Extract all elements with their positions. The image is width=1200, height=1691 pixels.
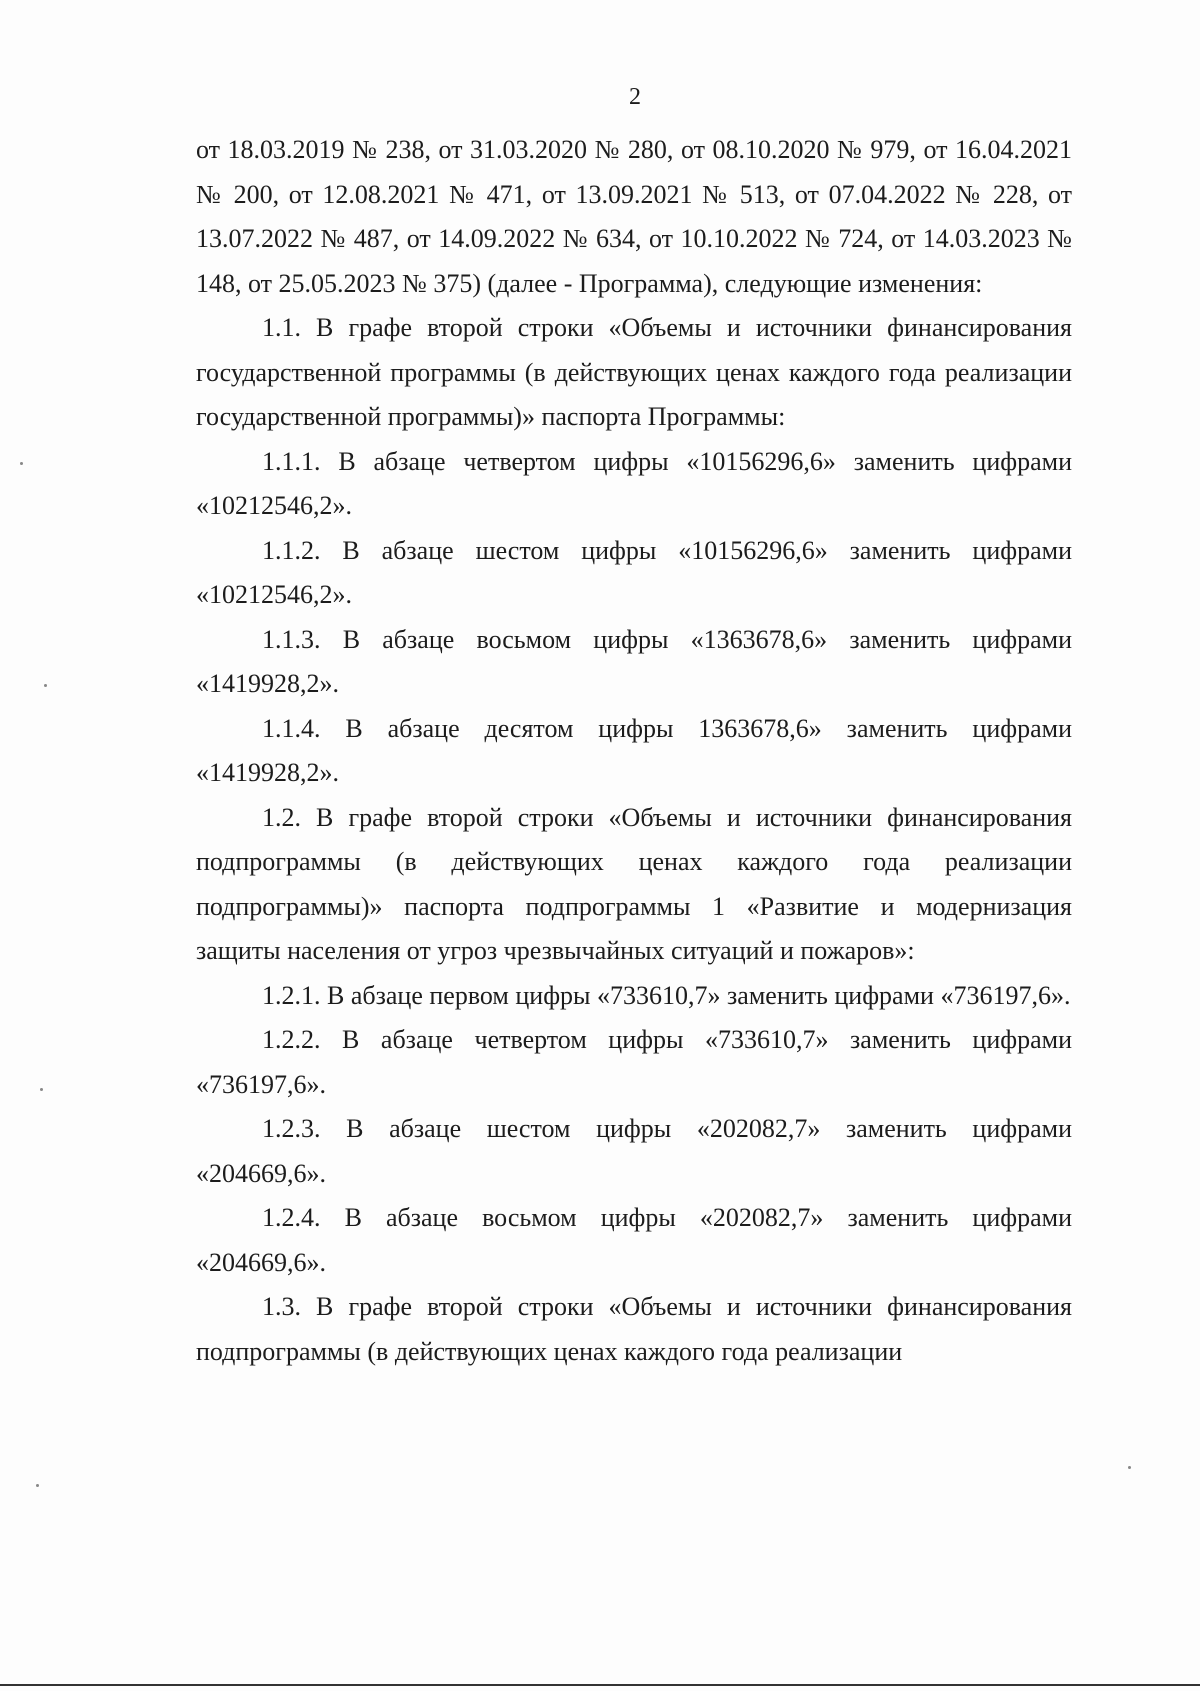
paragraph-1-1-3: 1.1.3. В абзаце восьмом цифры «1363678,6» заменить цифрами «1419928,2». [196, 624, 1072, 698]
page-number: 2 [629, 84, 641, 110]
paragraph-1-1-4: 1.1.4. В абзаце десятом цифры 1363678,6» заменить цифрами «1419928,2». [196, 713, 1072, 787]
document-body [196, 128, 1072, 1374]
scan-speck [20, 462, 23, 465]
scan-speck [40, 1088, 43, 1091]
paragraph-1-2: 1.2. В графе второй строки «Объемы и источники финансирования подпрограммы (в действующих ценах каждого года реализации подпрограммы)» паспорта подпрограммы 1 «Развитие и модернизация защиты населения от угроз чрезвычайных ситуаций и пожаров»: [196, 802, 1072, 965]
scan-bottom-edge [0, 1684, 1200, 1686]
paragraph-1-2-2: 1.2.2. В абзаце четвертом цифры «733610,7» заменить цифрами «736197,6». [196, 1025, 1072, 1099]
paragraph-1-3: 1.3. В графе второй строки «Объемы и источники финансирования подпрограммы (в действующих ценах каждого года реализации [196, 1292, 1072, 1366]
paragraph-1-1-1: 1.1.1. В абзаце четвертом цифры «10156296,6» заменить цифрами «10212546,2». [196, 446, 1072, 520]
paragraph-1-2-3: 1.2.3. В абзаце шестом цифры «202082,7» заменить цифрами «204669,6». [196, 1114, 1072, 1188]
paragraph-1-2-1: 1.2.1. В абзаце первом цифры «733610,7» заменить цифрами «736197,6». [262, 980, 1071, 1010]
scan-speck [36, 1484, 39, 1487]
paragraph-1-1-2: 1.1.2. В абзаце шестом цифры «10156296,6» заменить цифрами «10212546,2». [196, 535, 1072, 609]
paragraph-intro-continuation: от 18.03.2019 № 238, от 31.03.2020 № 280, от 08.10.2020 № 979, от 16.04.2021 № 200, от 12.08.2021 № 471, от 13.09.2021 № 513, от 07.04.2022 № 228, от 13.07.2022 № 487, от 14.09.2022 № 634, от 10.10.2022 № 724, от 14.03.2023 № 148, от 25.05.2023 № 375) (далее - Программа), следующие изменения: [196, 135, 1072, 298]
scan-speck [1128, 1466, 1131, 1469]
paragraph-1-1: 1.1. В графе второй строки «Объемы и источники финансирования государственной программы (в действующих ценах каждого года реализации государственной программы)» паспорта Программы: [196, 313, 1072, 431]
scan-speck [44, 684, 47, 687]
paragraph-1-2-4: 1.2.4. В абзаце восьмом цифры «202082,7» заменить цифрами «204669,6». [196, 1203, 1072, 1277]
